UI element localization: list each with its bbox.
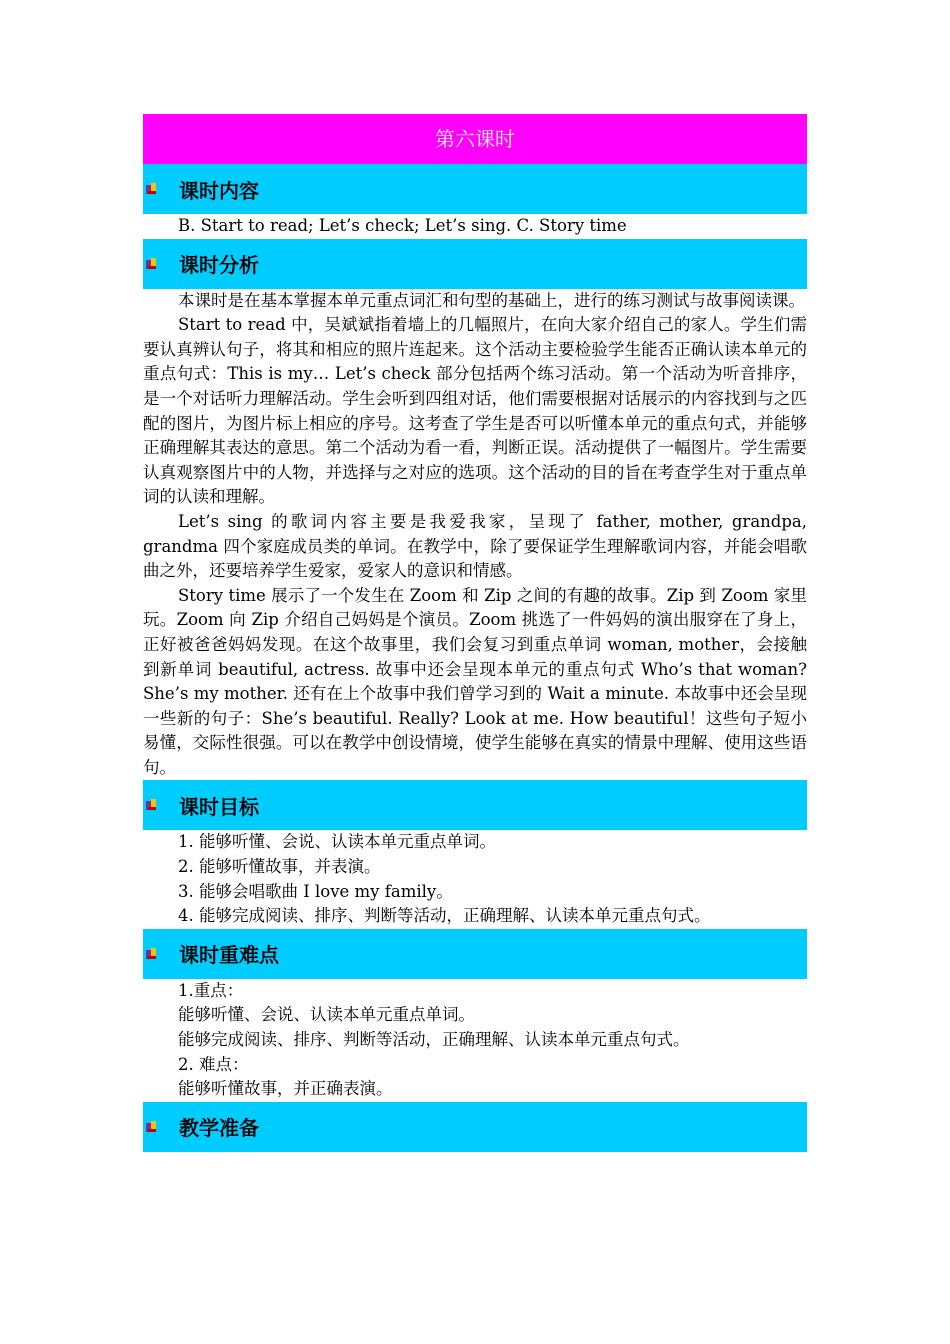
analysis-paragraph: Story time 展示了一个发生在 Zoom 和 Zip 之间的有趣的故事。Zip 到 Zoom 家里玩。Zoom 向 Zip 介绍自己妈妈是个演员。Zoom 挑选了一件妈妈的演出服穿在了身上，正好被爸爸妈妈发现。在这个故事里，我们会复习到重点单词 woman, mother，会接触到新单词 beautiful, actress. 故事中还会呈现本单元的重点句式 Who’s that woman? She’s my mother. 还有在上个故事中我们曾学习到的 Wait a minute. 本故事中还会呈现一些新的句子：She’s beautiful. Really? Look at me. How beautiful！这些句子短小易懂，交际性很强。可以在教学中创设情境，使学生能够在真实的情景中理解、使用这些语句。 [143,585,807,777]
section-header-prep [143,1102,807,1152]
book-stack-icon [146,183,158,195]
goal-item: 1. 能够听懂、会说、认读本单元重点单词。 [178,832,496,852]
analysis-paragraph: Let’s sing 的歌词内容主要是我爱我家，呈现了 father, mother, grandpa, grandma 四个家庭成员类的单词。在教学中，除了要保证学生理解歌词内容，并能会唱歌曲之外，还要培养学生爱家，爱家人的意识和情感。 [143,511,807,581]
goal-item: 3. 能够会唱歌曲 I love my family。 [178,881,453,901]
key-point-line: 能够完成阅读、排序、判断等活动，正确理解、认读本单元重点句式。 [178,1030,690,1050]
section-header-key-points [143,929,807,979]
section-title: 课时目标 [179,794,259,819]
analysis-paragraph: Start to read 中，吴斌斌指着墙上的几幅照片，在向大家介绍自己的家人。学生们需要认真辨认句子，将其和相应的照片连起来。这个活动主要检验学生能否正确认读本单元的重点句式：This is my… Let’s check 部分包括两个练习活动。第一个活动为听音排序，是一个对话听力理解活动。学生会听到四组对话，他们需要根据对话展示的内容找到与之匹配的图片，为图片标上相应的序号。这考查了学生是否可以听懂本单元的重点句式，并能够正确理解其表达的意思。第二个活动为看一看，判断正误。活动提供了一幅图片。学生需要认真观察图片中的人物，并选择与之对应的选项。这个活动的目的旨在考查学生对于重点单词的认读和理解。 [143,315,807,507]
book-stack-icon [146,258,158,270]
section-header-analysis [143,239,807,289]
book-stack-icon [146,948,158,960]
section-header-goals [143,780,807,830]
goal-item: 2. 能够听懂故事，并表演。 [178,857,381,877]
analysis-paragraph: 本课时是在基本掌握本单元重点词汇和句型的基础上，进行的练习测试与故事阅读课。 [178,290,805,310]
book-stack-icon [146,799,158,811]
goal-item: 4. 能够完成阅读、排序、判断等活动，正确理解、认读本单元重点句式。 [178,906,711,926]
section-title: 课时分析 [179,253,259,278]
book-stack-icon [146,1121,158,1133]
key-point-line: 1.重点： [178,980,244,1000]
key-point-line: 能够听懂、会说、认读本单元重点单词。 [178,1005,475,1025]
lesson-page [143,114,807,1152]
section-header-content [143,164,807,214]
content-line: B. Start to read; Let’s check; Let’s sing. C. Story time [178,216,627,235]
section-title: 教学准备 [179,1116,259,1141]
key-point-line: 2. 难点： [178,1054,249,1074]
section-title: 课时内容 [179,178,259,203]
lesson-title: 第六课时 [143,114,807,164]
section-title: 课时重难点 [179,943,279,968]
key-point-line: 能够听懂故事，并正确表演。 [178,1079,393,1099]
